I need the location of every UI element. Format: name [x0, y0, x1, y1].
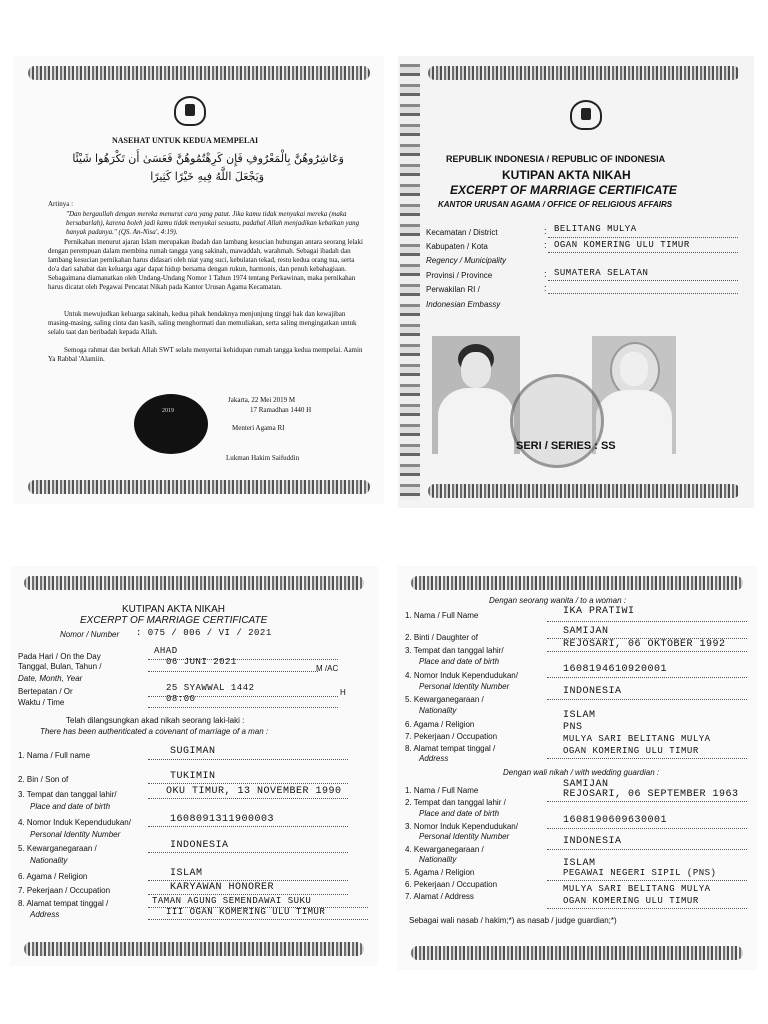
- date-value: 06 JUNI 2021: [166, 657, 237, 667]
- guardian-address-label: 7. Alamat / Address: [405, 892, 474, 901]
- bride-religion-label: 6. Agama / Religion: [405, 720, 475, 729]
- guardian-name-label: 1. Nama / Full Name: [405, 786, 479, 795]
- bride-nationality-label: 5. Kewarganegaraan /: [405, 695, 484, 704]
- day-label: Pada Hari / On the Day: [18, 652, 101, 661]
- guardian-nik-value: 1608190609630001: [563, 815, 668, 826]
- guardian-birth-value: REJOSARI, 06 SEPTEMBER 1963: [563, 789, 739, 800]
- bride-name-label: 1. Nama / Full Name: [405, 611, 479, 620]
- guardian-intro: Dengan wali nikah / with wedding guardian :: [503, 768, 660, 777]
- guardian-birth-label-en: Place and date of birth: [419, 809, 500, 818]
- groom-address-label: 8. Alamat tempat tinggal /: [18, 899, 109, 908]
- hijri-value: 25 SYAWWAL 1442: [166, 683, 255, 693]
- district-value: BELITANG MULYA: [554, 224, 637, 234]
- ornamental-border-bottom: [24, 942, 364, 956]
- hijri-suffix: H: [340, 688, 346, 697]
- province-value: SUMATERA SELATAN: [554, 268, 649, 278]
- certificate-title: KUTIPAN AKTA NIKAH: [502, 168, 631, 182]
- bride-father-value: SAMIJAN: [563, 626, 609, 637]
- groom-nik-label-en: Personal Identity Number: [30, 830, 121, 839]
- arabic-verse-line-2: وَيَجْعَلَ اللَّهُ فِيهِ خَيْرًا كَثِيرًا: [150, 170, 264, 183]
- bride-address-value-2: OGAN KOMERING ULU TIMUR: [563, 746, 699, 756]
- guardian-religion-value: ISLAM: [563, 858, 596, 869]
- guardian-occupation-value: PEGAWAI NEGERI SIPIL (PNS): [563, 868, 717, 878]
- ornamental-border-top: [428, 66, 740, 80]
- bride-address-label: 8. Alamat tempat tinggal /: [405, 744, 496, 753]
- embassy-label-en: Indonesian Embassy: [426, 300, 501, 309]
- bride-birth-label: 3. Tempat dan tanggal lahir/: [405, 646, 504, 655]
- groom-birth-value: OKU TIMUR, 13 NOVEMBER 1990: [166, 786, 342, 797]
- groom-religion-value: ISLAM: [170, 868, 203, 879]
- guardian-address-value-1: MULYA SARI BELITANG MULYA: [563, 884, 711, 894]
- ornamental-border-top: [411, 576, 743, 590]
- guardian-type-note: Sebagai wali nasab / hakim;*) as nasab / judge guardian;*): [409, 916, 617, 925]
- groom-occupation-label: 7. Pekerjaan / Occupation: [18, 886, 111, 895]
- garuda-emblem-icon: [174, 96, 206, 126]
- date-label-en: Date, Month, Year: [18, 674, 83, 683]
- groom-nationality-value: INDONESIA: [170, 840, 229, 851]
- bride-religion-value: ISLAM: [563, 710, 596, 721]
- bride-intro: Dengan seorang wanita / to a woman :: [489, 596, 626, 605]
- covenant-text-en: There has been authenticated a covenant of marriage of a man :: [40, 727, 269, 736]
- ornamental-border-bottom: [411, 946, 743, 960]
- office-heading: KANTOR URUSAN AGAMA / OFFICE OF RELIGIOUS AFFAIRS: [438, 200, 673, 209]
- province-label: Provinsi / Province: [426, 271, 493, 280]
- time-label: Waktu / Time: [18, 698, 65, 707]
- bride-occupation-value: PNS: [563, 722, 583, 733]
- groom-name-value: SUGIMAN: [170, 746, 216, 757]
- regency-label-en: Regency / Municipality: [426, 256, 507, 265]
- groom-occupation-value: KARYAWAN HONORER: [170, 882, 275, 893]
- ornamental-border-top: [24, 576, 364, 590]
- groom-nationality-label: 5. Kewarganegaraan /: [18, 844, 97, 853]
- or-label: Bertepatan / Or: [18, 687, 73, 696]
- date-hijri: 17 Ramadhan 1440 H: [250, 406, 312, 414]
- bride-name-value: IKA PRATIWI: [563, 606, 635, 617]
- certificate-subtitle: EXCERPT OF MARRIAGE CERTIFICATE: [80, 615, 268, 626]
- groom-address-value-2: III OGAN KOMERING ULU TIMUR: [166, 907, 326, 917]
- bride-address-value-1: MULYA SARI BELITANG MULYA: [563, 734, 711, 744]
- number-value: : 075 / 006 / VI / 2021: [136, 628, 272, 638]
- groom-father-label: 2. Bin / Son of: [18, 775, 69, 784]
- verse-translation: "Dan bergaullah dengan mereka menurut cara yang patut. Jika kamu tidak menyukai mereka (maka bersabarlah), karena boleh jadi kamu tidak menyukai sesuatu, padahal Allah menjadikan kebaikan yang banyak padanya." (QS. An-Nisa', 4:19).: [66, 210, 360, 236]
- ministry-seal: 2019: [134, 394, 208, 454]
- district-label: Kecamatan / District: [426, 228, 498, 237]
- day-value: AHAD: [154, 646, 178, 656]
- groom-father-value: TUKIMIN: [170, 771, 216, 782]
- bride-birth-value: REJOSARI, 06 OKTOBER 1992: [563, 639, 726, 650]
- groom-religion-label: 6. Agama / Religion: [18, 872, 88, 881]
- guardian-nationality-value: INDONESIA: [563, 836, 622, 847]
- groom-nik-value: 1608091311900003: [170, 814, 275, 825]
- garuda-emblem-icon: [570, 100, 602, 130]
- guardian-religion-label: 5. Agama / Religion: [405, 868, 475, 877]
- guardian-nationality-label: 4. Kewarganegaraan /: [405, 845, 484, 854]
- bride-guardian-page: [397, 566, 757, 970]
- guardian-nationality-label-en: Nationality: [419, 855, 457, 864]
- regency-value: OGAN KOMERING ULU TIMUR: [554, 240, 690, 250]
- ornamental-border-bottom: [428, 484, 740, 498]
- ornamental-border-bottom: [28, 480, 370, 494]
- advice-paragraph-1: Pernikahan menurut ajaran Islam merupakan ibadah dan lambang kesucian hubungan antara seorang lelaki dengan perempuan dalam membina rumah tangga yang sakinah, mawaddah, warahmah. Sebagai ibadah dan lambang kesucian pernikahan harus didasari oleh niat yang suci, kebulatan tekad, restu kedua orang tua, serta do'a dari sahabat dan keluarga agar dapat hidup bersama dengan rukun, harmonis, dan penuh kebahagiaan. Sebagaimana diamanatkan oleh Undang-Undang Nomor 1 Tahun 1974 tentang Perkawinan, maka pernikahan harus dicatat oleh Pegawai Pencatat Nikah pada Kantor Urusan Agama Kecamatan.: [48, 238, 363, 291]
- groom-address-value-1: TAMAN AGUNG SEMENDAWAI SUKU: [152, 896, 312, 906]
- artinya-label: Artinya :: [48, 200, 74, 208]
- republic-heading: REPUBLIK INDONESIA / REPUBLIC OF INDONESIA: [446, 154, 666, 164]
- bride-nationality-value: INDONESIA: [563, 686, 622, 697]
- groom-address-label-en: Address: [30, 910, 60, 919]
- certificate-cover-page: REPUBLIK INDONESIA / REPUBLIC OF INDONESIA KUTIPAN AKTA NIKAH EXCERPT OF MARRIAGE CERTIFICATE KANTOR URUSAN AGAMA / OFFICE OF RELIGIOUS AFFAIRS Kecamatan / District : BELITANG MULYA Kabupaten / Kota : OGAN KOMERING ULU TIMUR Regency / Municipality Provinsi / Province : SUMATERA SELATAN Perwakilan RI / : Indonesian Embassy SERI / SERIES : SS: [398, 56, 754, 508]
- bride-nationality-label-en: Nationality: [419, 706, 457, 715]
- date-suffix: M /AC: [316, 664, 339, 673]
- groom-name-label: 1. Nama / Full name: [18, 751, 91, 760]
- guardian-nik-label-en: Personal Identity Number: [419, 832, 510, 841]
- groom-details-page: [10, 566, 378, 966]
- advice-heading: NASEHAT UNTUK KEDUA MEMPELAI: [112, 136, 259, 145]
- ornamental-border-top: [28, 66, 370, 80]
- bride-photo: [592, 336, 676, 454]
- bride-father-label: 2. Binti / Daughter of: [405, 633, 478, 642]
- groom-birth-label: 3. Tempat dan tanggal lahir/: [18, 790, 117, 799]
- embassy-label: Perwakilan RI /: [426, 285, 480, 294]
- regency-label: Kabupaten / Kota: [426, 242, 488, 251]
- number-label: Nomor / Number: [60, 630, 120, 639]
- guardian-birth-label: 2. Tempat dan tanggal lahir /: [405, 798, 506, 807]
- guardian-occupation-label: 6. Pekerjaan / Occupation: [405, 880, 498, 889]
- guardian-name-value: SAMIJAN: [563, 779, 609, 790]
- time-value: 08:00: [166, 694, 196, 704]
- bride-occupation-label: 7. Pekerjaan / Occupation: [405, 732, 498, 741]
- arabic-verse-line-1: وَعَاشِرُوهُنَّ بِالْمَعْرُوفِ فَإِن كَرِهْتُمُوهُنَّ فَعَسَىٰ أَن تَكْرَهُوا شَيْئًا: [72, 152, 344, 165]
- advice-paragraph-2: Untuk mewujudkan keluarga sakinah, kedua pihak hendaknya menjunjung tinggi hak dan kewajiban masing-masing, saling cinta dan kasih, saling menghormati dan memuliakan, serta saling mengingatkan untuk selalu taat dan beribadah kepada Allah.: [48, 310, 357, 336]
- guardian-address-value-2: OGAN KOMERING ULU TIMUR: [563, 896, 699, 906]
- bride-nik-label-en: Personal Identity Number: [419, 682, 510, 691]
- bride-birth-label-en: Place and date of birth: [419, 657, 500, 666]
- certificate-subtitle: EXCERPT OF MARRIAGE CERTIFICATE: [450, 183, 677, 197]
- series-label: SERI / SERIES : SS: [516, 440, 616, 452]
- bride-address-label-en: Address: [419, 754, 449, 763]
- bride-nik-label: 4. Nomor Induk Kependudukan/: [405, 671, 518, 680]
- date-label: Tanggal, Bulan, Tahun /: [18, 662, 102, 671]
- groom-photo: [432, 336, 520, 454]
- advice-page: [14, 56, 384, 504]
- groom-birth-label-en: Place and date of birth: [30, 802, 111, 811]
- bride-nik-value: 1608194610920001: [563, 664, 668, 675]
- minister-name: Lukman Hakim Saifuddin: [226, 454, 300, 462]
- ornamental-side-border: [400, 64, 420, 500]
- official-stamp: [510, 374, 604, 468]
- groom-nationality-label-en: Nationality: [30, 856, 68, 865]
- covenant-text: Telah dilangsungkan akad nikah seorang laki-laki :: [66, 716, 245, 725]
- advice-paragraph-3: Semoga rahmat dan berkah Allah SWT selalu menyertai kehidupan rumah tangga kedua mempelai. Aamin Ya Rabbal 'Alamiin.: [48, 346, 363, 363]
- date-gregorian: Jakarta, 22 Mei 2019 M: [228, 396, 296, 404]
- certificate-title: KUTIPAN AKTA NIKAH: [122, 604, 225, 615]
- minister-title: Menteri Agama RI: [232, 424, 285, 432]
- groom-nik-label: 4. Nomor Induk Kependudukan/: [18, 818, 131, 827]
- guardian-nik-label: 3. Nomor Induk Kependudukan/: [405, 822, 518, 831]
